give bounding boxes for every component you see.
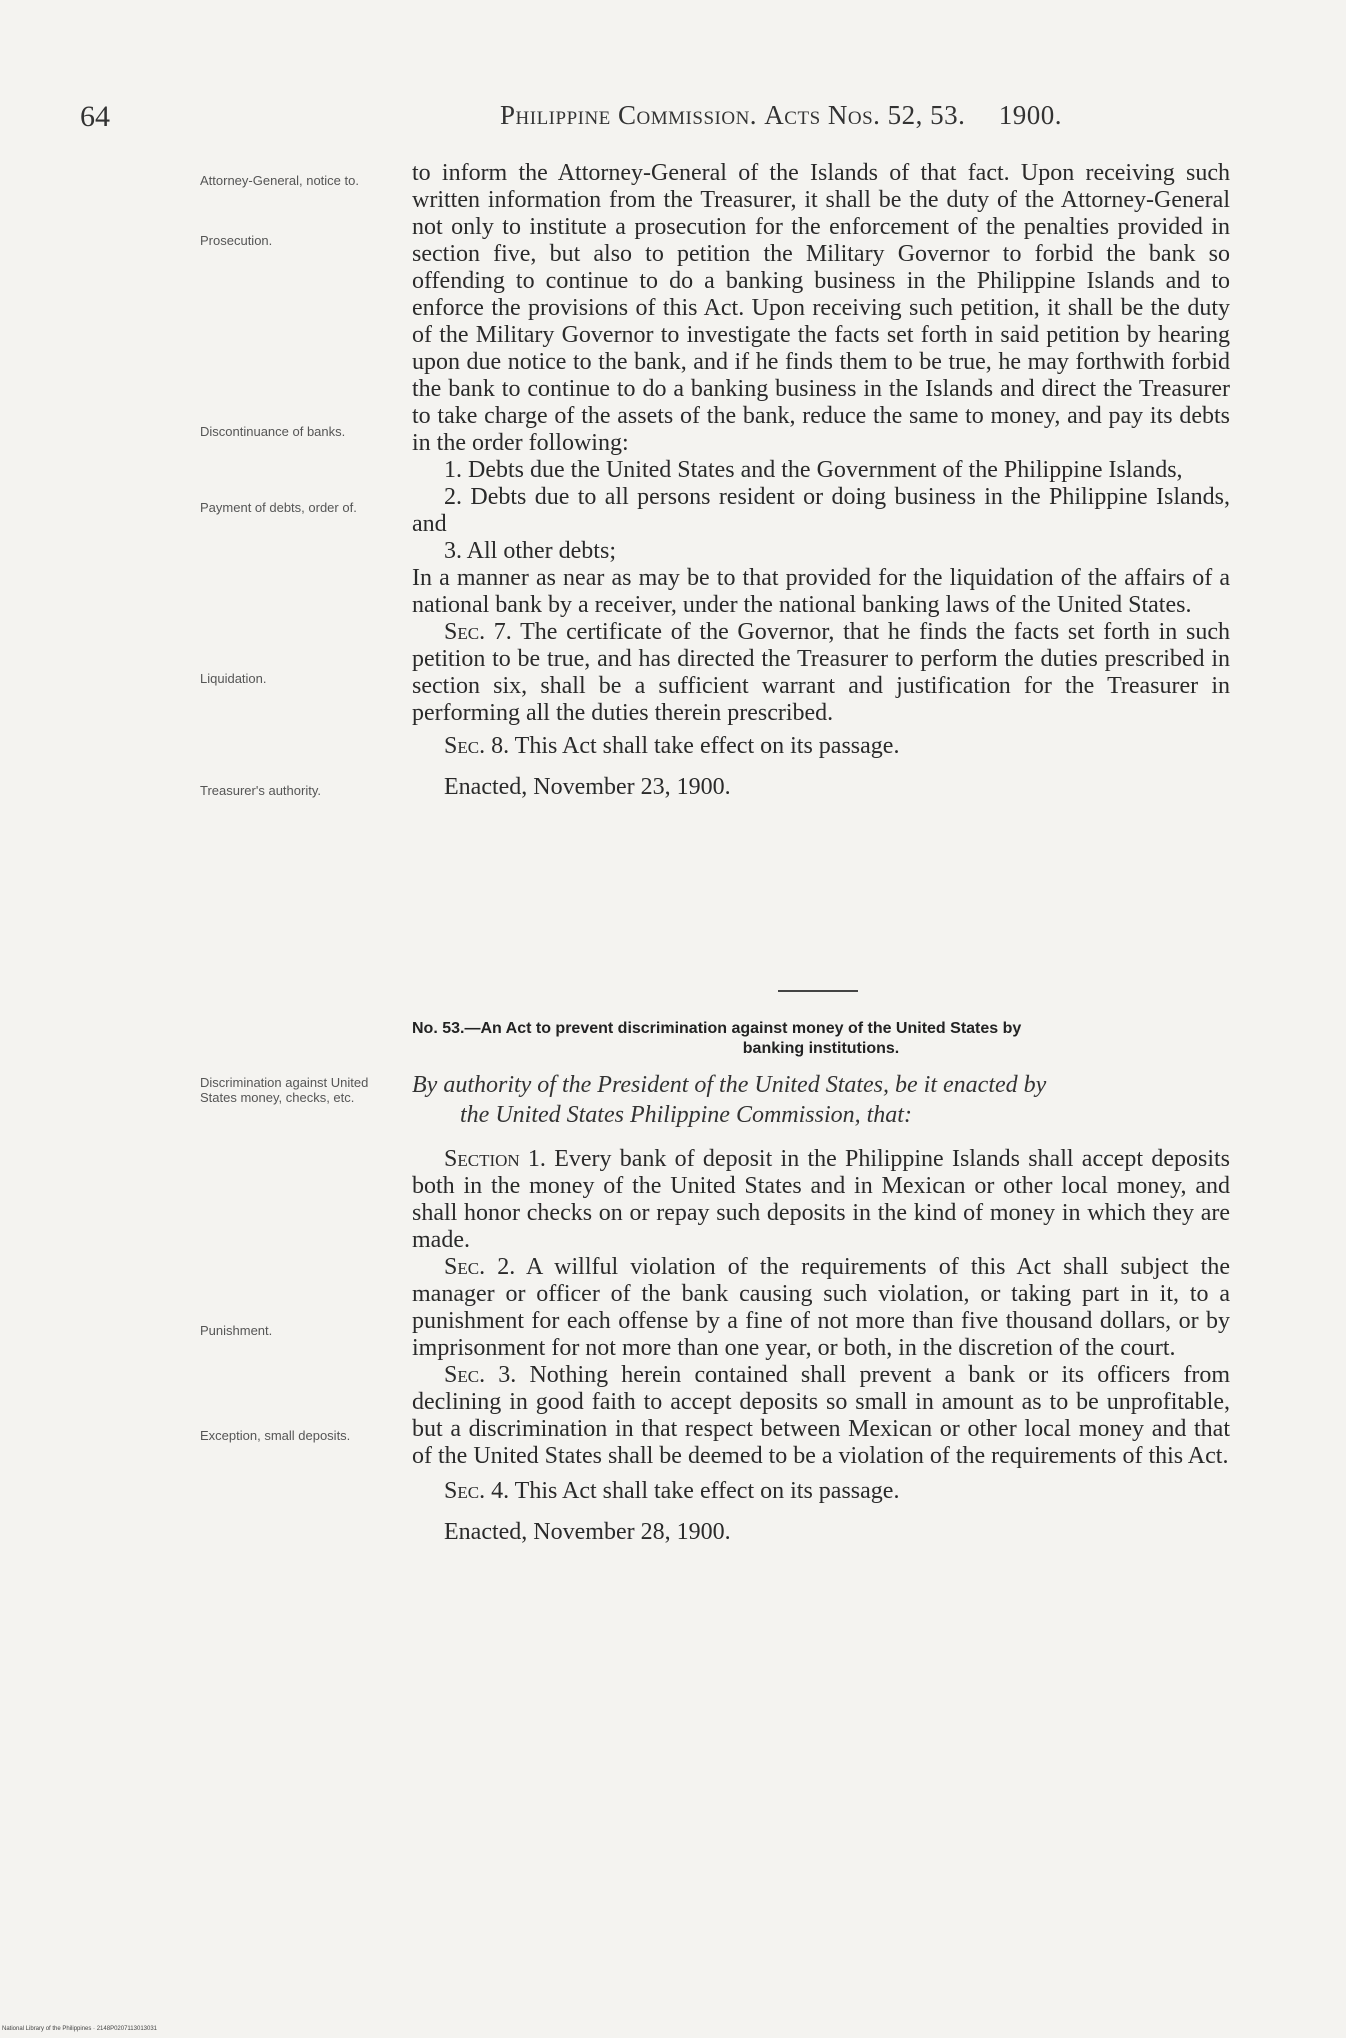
enacting-clause [412,1070,1230,1130]
act-53-body [412,1070,1230,1546]
act-53-title-line-2: banking institutions. [742,1040,900,1057]
enacting-line-1: By authority of the President of the United States, be it enacted by [412,1072,1047,1098]
debt-item-1: 1. Debts due the United States and the Government of the Philippine Islands, [444,457,1183,483]
section-3 [412,1362,1230,1470]
section-1 [412,1146,1230,1254]
page-number: 64 [80,100,110,133]
act-52-body [412,160,1230,801]
acts-numbers: Acts Nos. 52, 53. [764,100,966,130]
section-1-text: Every bank of deposit in the Philippine Islands shall accept deposits both in the money of the United States and in Mexican or other local money, and shall honor checks on or repay such deposits in the kind of money in which they are made. [412,1146,1231,1253]
margin-note-punishment: Punishment. [200,1323,273,1338]
section-3-label: Sec. 3. [444,1362,517,1388]
section-8-label: Sec. 8. [444,733,510,759]
section-2-label: Sec. 2. [444,1254,516,1280]
scan-credit: National Library of the Philippines · 2148P0207113013031 [2,2026,158,2032]
margin-note-liquidation: Liquidation. [200,671,267,686]
act-53-number: No. 53. [412,1020,465,1037]
section-4 [412,1478,1230,1505]
running-title: Philippine Commission. [500,100,758,130]
liquidation-paragraph: In a manner as near as may be to that provided for the liquidation of the affairs of a national bank by a receiver, under the national banking laws of the United States. [412,565,1230,618]
section-8-text: This Act shall take effect on its passage. [514,733,900,759]
margin-note-attorney-general: Attorney-General, notice to. [200,173,359,188]
continuation-paragraph: to inform the Attorney-General of the Islands of that fact. Upon receiving such written information from the Treasurer, it shall be the duty of the Attorney-General not only to institute a prosecution for the enforcement of the penalties provided in section five, but also to petition the Military Governor to forbid the bank so offending to continue to do a banking business in the Philippine Islands and to enforce the provisions of this Act. Upon receiving such petition, it shall be the duty of the Military Governor to investigate the facts set forth in said petition by hearing upon due notice to the bank, and if he finds them to be true, he may forthwith forbid the bank to continue to do a banking business in the Islands and direct the Treasurer to take charge of the assets of the bank, reduce the same to money, and pay its debts in the order following: [412,160,1230,456]
section-7-text: The certificate of the Governor, that he finds the facts set forth in such petition to be true, and has directed the Treasurer to perform the duties prescribed in section six, shall be a sufficient warrant and justification for the Treasurer in performing all the duties therein prescribed. [412,619,1230,726]
act-53-heading: No. 53.—An Act to prevent discrimination against money of the United States by banking institutions. [412,1019,1230,1059]
act-53-enacted-date: Enacted, November 28, 1900. [444,1519,731,1545]
section-4-text: This Act shall take effect on its passage. [514,1478,900,1504]
margin-note-exception-small-deposits: Exception, small deposits. [200,1428,351,1443]
section-2-text: A willful violation of the requirements of this Act shall subject the manager or officer of the bank causing such violation, or taking part in it, to a punishment for each offense by a fine of not more than five thousand dollars, or by imprisonment for not more than one year, or both, in the discretion of the court. [412,1254,1230,1361]
margin-note-treasurers-authority: Treasurer's authority. [200,783,321,798]
margin-note-payment-of-debts: Payment of debts, order of. [200,500,357,515]
debt-item-2: 2. Debts due to all persons resident or doing business in the Philippine Islands, and [412,484,1230,537]
enacting-line-2: the United States Philippine Commission, that: [460,1102,912,1128]
section-divider [778,990,858,992]
running-head [500,100,1062,131]
margin-note-prosecution: Prosecution. [200,233,273,248]
running-year: 1900. [998,100,1062,130]
section-1-label: Section 1. [444,1146,546,1172]
act-53-title-line-1: An Act to prevent discrimination against money of the United States by [480,1020,1022,1037]
section-4-label: Sec. 4. [444,1478,510,1504]
margin-note-discontinuance: Discontinuance of banks. [200,424,346,439]
section-2 [412,1254,1230,1362]
margin-note-discrimination: Discrimination against United States money, checks, etc. [200,1075,369,1105]
debt-item-3: 3. All other debts; [444,538,616,564]
section-3-text: Nothing herein contained shall prevent a bank or its officers from declining in good faith to accept deposits so small in amount as to be unprofitable, but a discrimination in that respect between Mexican or other local money and that of the United States shall be deemed to be a violation of the requirements of this Act. [412,1362,1231,1469]
act-52-enacted-date: Enacted, November 23, 1900. [444,774,731,800]
section-7-label: Sec. 7. [444,619,512,645]
section-8 [412,733,1230,760]
section-7 [412,619,1230,727]
